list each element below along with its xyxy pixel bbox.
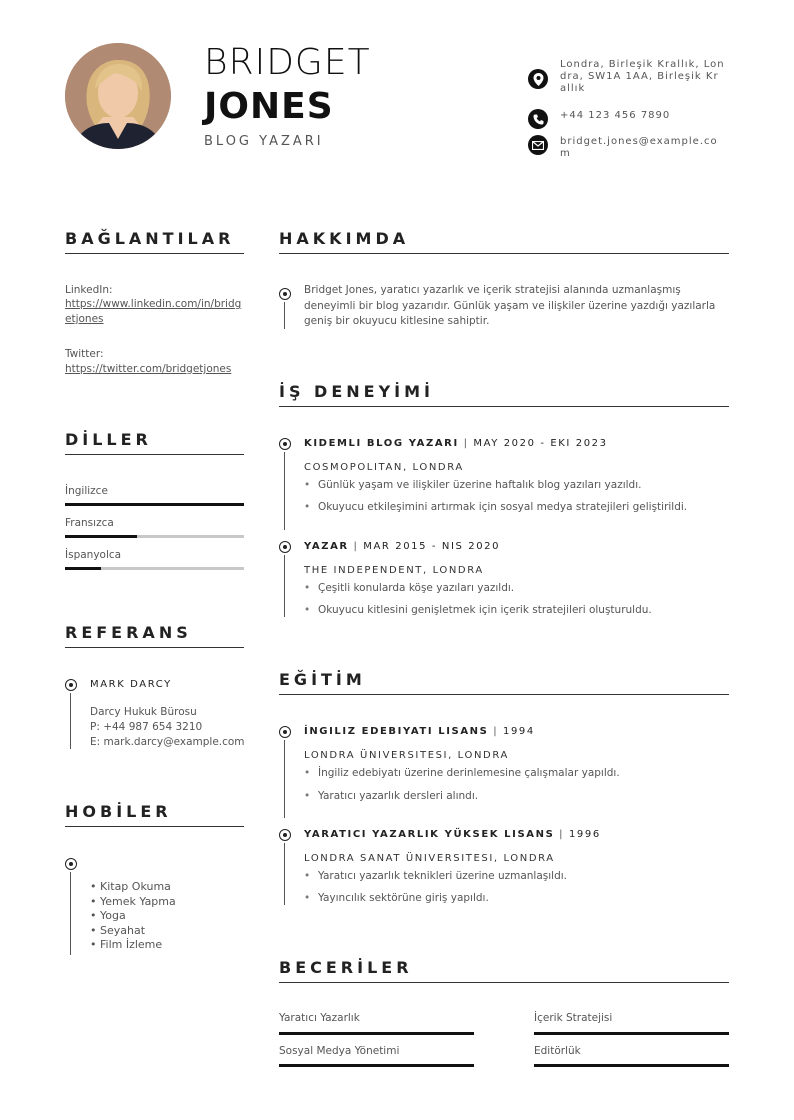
skill-name: Yaratıcı Yazarlık	[279, 1012, 360, 1024]
section-divider	[65, 647, 244, 648]
hobbies-title: HOBİLER	[65, 802, 172, 821]
circle-marker-icon	[279, 829, 291, 841]
education-title: EĞİTİM	[279, 670, 366, 689]
skill-name: Editörlük	[534, 1045, 581, 1057]
linkedin-label: LinkedIn:	[65, 284, 113, 296]
contact-email[interactable]: bridget.jones@example.com	[560, 136, 718, 159]
linkedin-link[interactable]: https://www.linkedin.com/in/bridgetjones	[65, 298, 242, 325]
skill-bar	[534, 1032, 729, 1035]
circle-marker-icon	[279, 541, 291, 553]
reference-company: Darcy Hukuk Bürosu	[90, 706, 197, 718]
skill-name: İçerik Stratejisi	[534, 1012, 613, 1024]
reference-phone: P: +44 987 654 3210	[90, 721, 203, 733]
bullet-text: Yaratıcı yazarlık dersleri alındı.	[318, 790, 479, 802]
timeline-line	[284, 843, 285, 905]
section-divider	[65, 454, 244, 455]
section-divider	[65, 253, 244, 254]
hobby-list	[90, 880, 176, 953]
skill-bar-track	[279, 1032, 474, 1035]
skill-bar	[279, 1064, 474, 1067]
education-school: LONDRA ÜNIVERSITESI, LONDRA	[304, 750, 509, 761]
skill-bar-track	[534, 1032, 729, 1035]
job-header	[304, 541, 500, 552]
twitter-label: Twitter:	[65, 348, 104, 360]
education-bullet: • Yaratıcı yazarlık dersleri alındı.	[304, 790, 479, 802]
separator: |	[353, 541, 359, 552]
education-bullet: • Yaratıcı yazarlık teknikleri üzerine uzmanlaşıldı.	[304, 870, 568, 882]
about-title: HAKKIMDA	[279, 229, 410, 248]
timeline-line	[70, 693, 71, 749]
bullet-text: Günlük yaşam ve ilişkiler üzerine haftalık blog yazıları yazıldı.	[318, 479, 642, 491]
separator: |	[463, 438, 469, 449]
job-header	[304, 438, 608, 449]
language-bar-fill	[65, 535, 137, 538]
last-name: JONES	[204, 86, 334, 127]
job-bullet: • Okuyucu kitlesini genişletmek için içerik stratejileri oluşturuldu.	[304, 604, 652, 616]
education-degree: İNGILIZ EDEBIYATI LISANS	[304, 726, 489, 737]
job-company: THE INDEPENDENT, LONDRA	[304, 565, 484, 576]
section-divider	[65, 826, 244, 827]
reference-email[interactable]: E: mark.darcy@example.com	[90, 736, 245, 748]
twitter-link[interactable]: https://twitter.com/bridgetjones	[65, 363, 232, 375]
separator: |	[493, 726, 499, 737]
bullet-text: Yayıncılık sektörüne giriş yapıldı.	[318, 892, 489, 904]
phone-icon	[528, 109, 548, 129]
section-divider	[279, 406, 729, 407]
hobby-item: • Kitap Okuma	[90, 880, 171, 893]
circle-marker-icon	[65, 679, 77, 691]
location-pin-icon	[528, 69, 548, 89]
bullet-text: Okuyucu kitlesini genişletmek için içerik stratejileri oluşturuldu.	[318, 604, 652, 616]
skill-name: Sosyal Medya Yönetimi	[279, 1045, 400, 1057]
reference-name: MARK DARCY	[90, 679, 172, 690]
language-name: İngilizce	[65, 485, 108, 497]
job-title: BLOG YAZARI	[204, 134, 324, 149]
skill-bar-track	[534, 1064, 729, 1067]
section-divider	[279, 253, 729, 254]
bullet-text: İngiliz edebiyatı üzerine derinlemesine çalışmalar yapıldı.	[318, 767, 620, 779]
timeline-line	[284, 555, 285, 617]
contact-phone: +44 123 456 7890	[560, 110, 671, 121]
education-year: 1996	[568, 829, 601, 840]
about-text	[304, 283, 734, 330]
job-role: YAZAR	[304, 541, 349, 552]
skill-bar-track	[279, 1064, 474, 1067]
job-dates: MAY 2020 - EKI 2023	[473, 438, 608, 449]
education-header	[304, 829, 601, 840]
bullet-text: Yaratıcı yazarlık teknikleri üzerine uzmanlaşıldı.	[318, 870, 568, 882]
timeline-line	[284, 302, 285, 329]
references-title: REFERANS	[65, 623, 192, 642]
connections-title: BAĞLANTILAR	[65, 229, 235, 248]
about-line: deneyimli bir blog yazarıdır. Günlük yaşam ve ilişkiler üzerine yazdığı yazılarla	[304, 299, 716, 312]
language-name: İspanyolca	[65, 549, 122, 561]
circle-marker-icon	[279, 288, 291, 300]
education-degree: YARATICI YAZARLIK YÜKSEK LISANS	[304, 829, 555, 840]
timeline-line	[284, 740, 285, 818]
bullet-text: Çeşitli konularda köşe yazıları yazıldı.	[318, 582, 515, 594]
circle-marker-icon	[65, 858, 77, 870]
about-line: geniş bir okuyucu kitlesine sahiptir.	[304, 315, 490, 327]
hobby-item: • Yemek Yapma	[90, 894, 176, 908]
timeline-line	[284, 452, 285, 530]
circle-marker-icon	[279, 438, 291, 450]
job-company: COSMOPOLITAN, LONDRA	[304, 462, 464, 473]
languages-title: DİLLER	[65, 430, 152, 449]
section-divider	[279, 694, 729, 695]
language-bar-fill	[65, 503, 244, 506]
education-header	[304, 726, 535, 737]
bullet-text: Okuyucu etkileşimini artırmak için sosyal medya stratejileri geliştirildi.	[318, 501, 688, 513]
circle-marker-icon	[279, 726, 291, 738]
language-bar	[65, 535, 244, 538]
job-role: KIDEMLI BLOG YAZARI	[304, 438, 459, 449]
timeline-line	[70, 872, 71, 955]
education-bullet: • İngiliz edebiyatı üzerine derinlemesine çalışmalar yapıldı.	[304, 767, 620, 779]
language-bar-fill	[65, 567, 101, 570]
hobby-item: • Film İzleme	[90, 938, 163, 952]
job-bullet: • Günlük yaşam ve ilişkiler üzerine haftalık blog yazıları yazıldı.	[304, 479, 642, 491]
hobby-item: • Seyahat	[90, 923, 146, 937]
skill-bar	[534, 1064, 729, 1067]
education-year: 1994	[502, 726, 535, 737]
hobby-item: • Yoga	[90, 909, 126, 923]
skills-title: BECERİLER	[279, 958, 413, 977]
language-bar	[65, 567, 244, 570]
section-divider	[279, 982, 729, 983]
profile-photo	[65, 43, 171, 149]
job-bullet: • Çeşitli konularda köşe yazıları yazıldı.	[304, 582, 515, 594]
first-name: BRIDGET	[204, 42, 371, 83]
separator: |	[559, 829, 565, 840]
experience-title: İŞ DENEYİMİ	[279, 382, 434, 401]
job-dates: MAR 2015 - NIS 2020	[363, 541, 501, 552]
contact-address: Londra, Birleşik Krallık, Londra, SW1A 1AA, Birleşik Krallık	[560, 59, 725, 94]
about-line: Bridget Jones, yaratıcı yazarlık ve içerik stratejisi alanında uzmanlaşmış	[304, 284, 681, 296]
skill-bar	[279, 1032, 474, 1035]
education-school: LONDRA SANAT ÜNIVERSITESI, LONDRA	[304, 853, 555, 864]
job-bullet: • Okuyucu etkileşimini artırmak için sosyal medya stratejileri geliştirildi.	[304, 501, 688, 513]
envelope-icon	[528, 135, 548, 155]
education-bullet: • Yayıncılık sektörüne giriş yapıldı.	[304, 892, 489, 904]
language-name: Fransızca	[65, 517, 114, 529]
language-bar	[65, 503, 244, 506]
